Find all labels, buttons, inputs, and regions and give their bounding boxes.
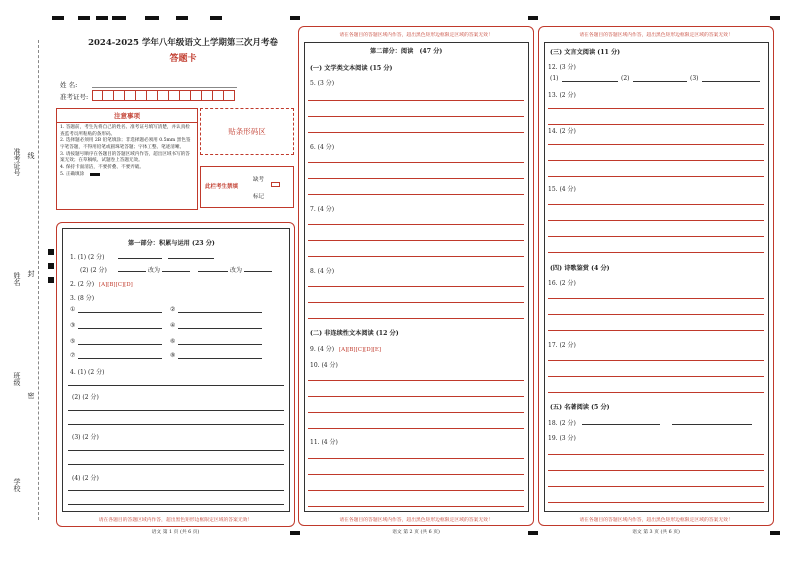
q18-blank[interactable] <box>582 424 660 425</box>
answer-line[interactable] <box>308 380 524 381</box>
q1-part2: (2) (2 分) <box>80 267 107 274</box>
registration-mark <box>176 16 188 20</box>
q12-part-label: (1) <box>550 75 559 82</box>
answer-line[interactable] <box>68 424 284 425</box>
q1-blank[interactable] <box>118 271 146 272</box>
answer-line[interactable] <box>308 116 524 117</box>
q15-label: 15. (4 分) <box>548 186 576 193</box>
absent-side-bottom: 标记 <box>253 194 265 200</box>
q3-blank[interactable] <box>78 328 162 329</box>
answer-line[interactable] <box>548 144 764 145</box>
q6-label: 6. (4 分) <box>310 144 335 151</box>
answer-line[interactable] <box>308 132 524 133</box>
q2-label: 2. (2 分) [A][B][C][D] <box>70 281 133 288</box>
registration-mark <box>210 16 222 20</box>
registration-mark <box>52 16 64 20</box>
answer-line[interactable] <box>548 220 764 221</box>
q1-blank[interactable] <box>244 271 272 272</box>
answer-line[interactable] <box>308 240 524 241</box>
answer-line[interactable] <box>308 286 524 287</box>
q3-blank[interactable] <box>78 344 162 345</box>
q1-blank[interactable] <box>118 258 162 259</box>
q1-blank[interactable] <box>198 271 228 272</box>
q12-blank[interactable] <box>633 81 687 82</box>
ticket-number-boxes[interactable] <box>92 90 235 101</box>
page1-footer: 语文 第 1 页 (共 6 页) <box>151 530 200 535</box>
q1-part1: 1. (1) (2 分) <box>70 254 105 261</box>
q3-blank-label: ⑥ <box>170 338 176 345</box>
answer-line[interactable] <box>308 396 524 397</box>
answer-line[interactable] <box>308 490 524 491</box>
absent-checkbox[interactable] <box>271 182 280 187</box>
section-nonfiction: (二) 非连续性文本阅读 (12 分) <box>310 330 399 337</box>
registration-mark <box>96 16 108 20</box>
q9-choice-options[interactable]: [A][B][C][D][E] <box>338 347 382 353</box>
q3-blank-label: ③ <box>70 322 76 329</box>
registration-mark <box>770 16 780 20</box>
section-literary: (一) 文学类文本阅读 (15 分) <box>310 65 393 72</box>
answer-line[interactable] <box>68 410 284 411</box>
registration-mark <box>290 16 300 20</box>
ticket-label: 准考证号: <box>60 93 89 101</box>
warning-text: 请在各题目的答题区域内作答，超出黑色矩形边框限定区域的答案无效！ <box>339 518 493 523</box>
registration-mark <box>78 16 90 20</box>
answer-line[interactable] <box>308 428 524 429</box>
answer-line[interactable] <box>308 318 524 319</box>
warning-text: 请在各题目的答题区域内作答，超出黑色矩形边框限定区域的答案无效！ <box>579 518 733 523</box>
answer-line[interactable] <box>308 474 524 475</box>
q3-blank[interactable] <box>178 328 262 329</box>
answer-line[interactable] <box>548 236 764 237</box>
q9-label: 9. (4 分) [A][B][C][D][E] <box>310 346 382 353</box>
registration-mark <box>48 263 54 269</box>
absent-side-top: 缺考 <box>253 177 265 183</box>
q12-blank[interactable] <box>562 81 618 82</box>
registration-mark <box>48 249 54 255</box>
q17-label: 17. (2 分) <box>548 342 576 349</box>
q16-label: 16. (2 分) <box>548 280 576 287</box>
answer-line[interactable] <box>548 360 764 361</box>
q1-blank[interactable] <box>168 258 214 259</box>
q13-label: 13. (2 分) <box>548 92 576 99</box>
answer-line[interactable] <box>308 162 524 163</box>
part1-title: 第一部分：积累与运用 (23 分) <box>128 240 215 247</box>
notice-item: 3. 请按题号顺序在各题目的答题区域内作答，超出区域书写的答案无效；在草稿纸、试题卷上答题无效。 <box>60 151 190 164</box>
q10-label: 10. (4 分) <box>310 362 338 369</box>
answer-line[interactable] <box>548 314 764 315</box>
notice-box <box>56 108 198 210</box>
answer-line[interactable] <box>308 302 524 303</box>
answer-line[interactable] <box>68 504 284 505</box>
change-label: 改为 <box>230 267 243 274</box>
absent-label: 此栏考生禁填 <box>205 184 239 190</box>
answer-line[interactable] <box>548 392 764 393</box>
q3-blank[interactable] <box>178 344 262 345</box>
notice-item: 2. 选择题必须用 2B 铅笔填涂；非选择题必须用 0.5mm 黑色签字笔答题，不得用铅笔或圆珠笔答题；字体工整、笔迹清晰。 <box>60 138 191 150</box>
q4-part4-label: (4) (2 分) <box>72 475 99 482</box>
binding-name-label: 姓名 <box>13 272 21 286</box>
q3-blank-label: ⑧ <box>170 352 176 359</box>
answer-line[interactable] <box>548 160 764 161</box>
q4-part2-label: (2) (2 分) <box>72 394 99 401</box>
change-label: 改为 <box>148 267 161 274</box>
page3-footer: 语文 第 3 页 (共 6 页) <box>632 530 680 535</box>
warning-text: 请在各题目的答题区域内作答，超出黑色矩形边框限定区域的答案无效！ <box>579 33 733 38</box>
filled-example-mark <box>90 173 100 176</box>
binding-ticket-label: 准考证号 <box>13 148 21 176</box>
q3-label: 3. (8 分) <box>70 295 95 302</box>
q8-label: 8. (4 分) <box>310 268 335 275</box>
section-poetry: (四) 诗歌鉴赏 (4 分) <box>550 265 610 272</box>
q19-label: 19. (3 分) <box>548 435 576 442</box>
notice-title: 注意事项 <box>57 109 197 123</box>
answer-line[interactable] <box>68 450 284 451</box>
answer-line[interactable] <box>548 298 764 299</box>
section-classics: (五) 名著阅读 (5 分) <box>550 404 610 411</box>
q3-blank-label: ④ <box>170 322 176 329</box>
q3-blank[interactable] <box>178 358 262 359</box>
answer-line[interactable] <box>548 124 764 125</box>
q3-blank[interactable] <box>78 312 162 313</box>
q4-part3-label: (3) (2 分) <box>72 434 99 441</box>
answer-line[interactable] <box>548 108 764 109</box>
binding-school-label: 学校 <box>13 478 21 492</box>
notice-item: 5. 正确填涂 <box>60 171 85 177</box>
barcode-area <box>200 108 294 155</box>
answer-line[interactable] <box>308 506 524 507</box>
q2-choice-options[interactable]: [A][B][C][D] <box>98 282 133 288</box>
q12-part-label: (3) <box>690 75 699 82</box>
q11-label: 11. (4 分) <box>310 439 338 446</box>
part2-title: 第二部分：阅读 (47 分) <box>370 48 443 55</box>
q4-label: 4. (1) (2 分) <box>70 369 105 376</box>
q7-label: 7. (4 分) <box>310 206 335 213</box>
answer-line[interactable] <box>308 100 524 101</box>
q12-part-label: (2) <box>621 75 630 82</box>
q3-blank-label: ② <box>170 306 176 313</box>
notice-item: 1. 答题前，考生先将自己的姓名、准考证号填写清楚，并认真检查监考员所粘贴的条形码。 <box>60 125 190 137</box>
binding-seal-label: 封 <box>27 270 35 277</box>
exam-title: 2024-2025 学年八年级语文上学期第三次月考卷 <box>88 38 278 48</box>
q3-blank-label: ① <box>70 306 76 313</box>
registration-mark <box>112 16 126 20</box>
answer-line[interactable] <box>68 385 284 386</box>
registration-mark <box>528 16 538 20</box>
q3-blank[interactable] <box>178 312 262 313</box>
answer-line[interactable] <box>548 330 764 331</box>
registration-mark <box>145 16 159 20</box>
q18-label: 18. (2 分) <box>548 420 576 427</box>
warning-text: 请在各题目的答题区域内作答，超出黑色矩形边框限定区域的答案无效！ <box>98 518 253 523</box>
answer-line[interactable] <box>308 458 524 459</box>
q14-label: 14. (2 分) <box>548 128 576 135</box>
answer-line[interactable] <box>548 470 764 471</box>
q3-blank-label: ⑦ <box>70 352 76 359</box>
notice-item: 4. 保持卡面清洁，不要折叠、不要弄破。 <box>60 164 144 170</box>
q18-blank[interactable] <box>672 424 752 425</box>
answer-line[interactable] <box>548 376 764 377</box>
answer-line[interactable] <box>548 252 764 253</box>
answer-line[interactable] <box>548 204 764 205</box>
q1-blank[interactable] <box>162 271 190 272</box>
name-field[interactable] <box>92 87 237 88</box>
q5-label: 5. (3 分) <box>310 80 335 87</box>
answer-line[interactable] <box>548 486 764 487</box>
barcode-label: 贴条形码区 <box>228 127 266 136</box>
answer-line[interactable] <box>308 178 524 179</box>
binding-dense-label: 密 <box>27 392 35 399</box>
answer-line[interactable] <box>548 176 764 177</box>
binding-class-label: 班级 <box>13 372 21 386</box>
name-label: 姓 名: <box>60 81 78 89</box>
binding-dashed-line <box>38 40 39 520</box>
answer-line[interactable] <box>308 256 524 257</box>
q3-blank[interactable] <box>78 358 162 359</box>
q3-blank-label: ⑤ <box>70 338 76 345</box>
registration-mark <box>48 277 54 283</box>
binding-line-label: 线 <box>27 152 35 159</box>
answer-line[interactable] <box>548 454 764 455</box>
q12-label: 12. (3 分) <box>548 64 576 71</box>
part3-box <box>544 42 769 512</box>
answer-line[interactable] <box>548 502 764 503</box>
section-classical: (三) 文言文阅读 (11 分) <box>550 49 621 56</box>
warning-text: 请在各题目的答题区域内作答，超出黑色矩形边框限定区域的答案无效！ <box>339 33 493 38</box>
page2-footer: 语文 第 2 页 (共 6 页) <box>392 530 440 535</box>
answer-line[interactable] <box>68 464 284 465</box>
answer-line[interactable] <box>68 490 284 491</box>
q12-blank[interactable] <box>702 81 760 82</box>
answer-line[interactable] <box>308 224 524 225</box>
answer-line[interactable] <box>308 412 524 413</box>
absent-box <box>200 166 294 208</box>
answer-line[interactable] <box>308 194 524 195</box>
card-title: 答题卡 <box>169 54 197 64</box>
